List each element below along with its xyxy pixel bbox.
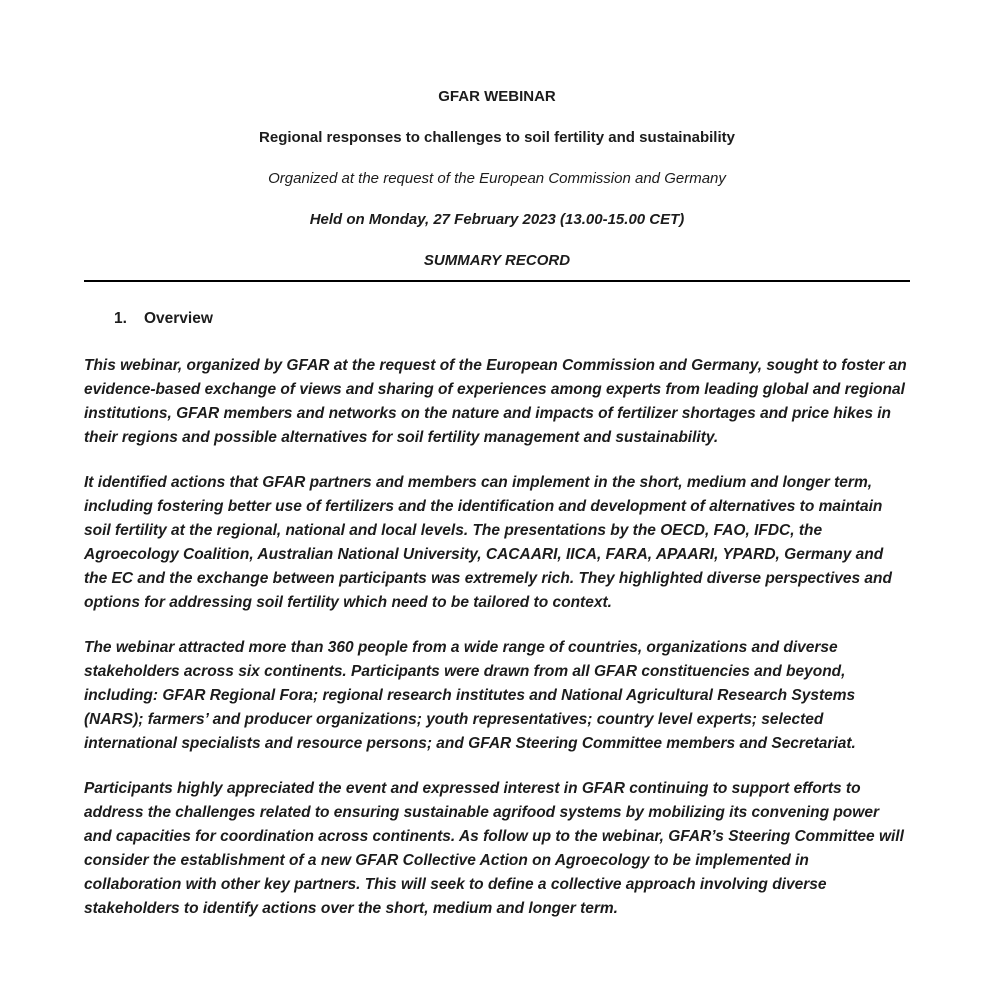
- paragraph-3: The webinar attracted more than 360 people from a wide range of countries, organizations and diverse stakeholders across six continents. Participants were drawn from all GFAR constituencies and beyond, including: GFAR Regional Fora; regional research institutes and National Agricultural Research Systems (NARS); farmers’ and producer organizations; youth representatives; country level experts; selected international specialists and resource persons; and GFAR Steering Committee members and Secretariat.: [84, 639, 856, 752]
- held-line: Held on Monday, 27 February 2023 (13.00-15.00 CET): [309, 211, 685, 228]
- paragraph-1: This webinar, organized by GFAR at the request of the European Commission and Germany, sought to foster an evidence-based exchange of views and sharing of experiences among experts from leading global and regional institutions, GFAR members and networks on the nature and impacts of fertilizer shortages and price hikes in their regions and possible alternatives for soil fertility management and sustainability.: [84, 357, 907, 446]
- document-body: [84, 354, 910, 921]
- header-rule: [84, 280, 910, 282]
- section-heading-overview: [114, 310, 910, 328]
- section-title: Overview: [143, 310, 213, 327]
- document-title: GFAR WEBINAR: [438, 88, 556, 105]
- section-number: 1.: [114, 310, 127, 327]
- document-header: [84, 88, 910, 270]
- document-subtitle: Regional responses to challenges to soil fertility and sustainability: [259, 129, 735, 146]
- paragraph-4: Participants highly appreciated the event and expressed interest in GFAR continuing to support efforts to address the challenges related to ensuring sustainable agrifood systems by mobilizing its convening power and capacities for coordination across continents. As follow up to the webinar, GFAR’s Steering Committee will consider the establishment of a new GFAR Collective Action on Agroecology to be implemented in collaboration with other key partners. This will seek to define a collective approach involving diverse stakeholders to identify actions over the short, medium and longer term.: [84, 780, 904, 917]
- summary-record-label: SUMMARY RECORD: [423, 252, 571, 269]
- organized-line: Organized at the request of the European Commission and Germany: [268, 170, 726, 187]
- paragraph-2: It identified actions that GFAR partners and members can implement in the short, medium and longer term, including fostering better use of fertilizers and the identification and development of alternatives to maintain soil fertility at the regional, national and local levels. The presentations by the OECD, FAO, IFDC, the Agroecology Coalition, Australian National University, CACAARI, IICA, FARA, APAARI, YPARD, Germany and the EC and the exchange between participants was extremely rich. They highlighted diverse perspectives and options for addressing soil fertility which need to be tailored to context.: [84, 474, 892, 611]
